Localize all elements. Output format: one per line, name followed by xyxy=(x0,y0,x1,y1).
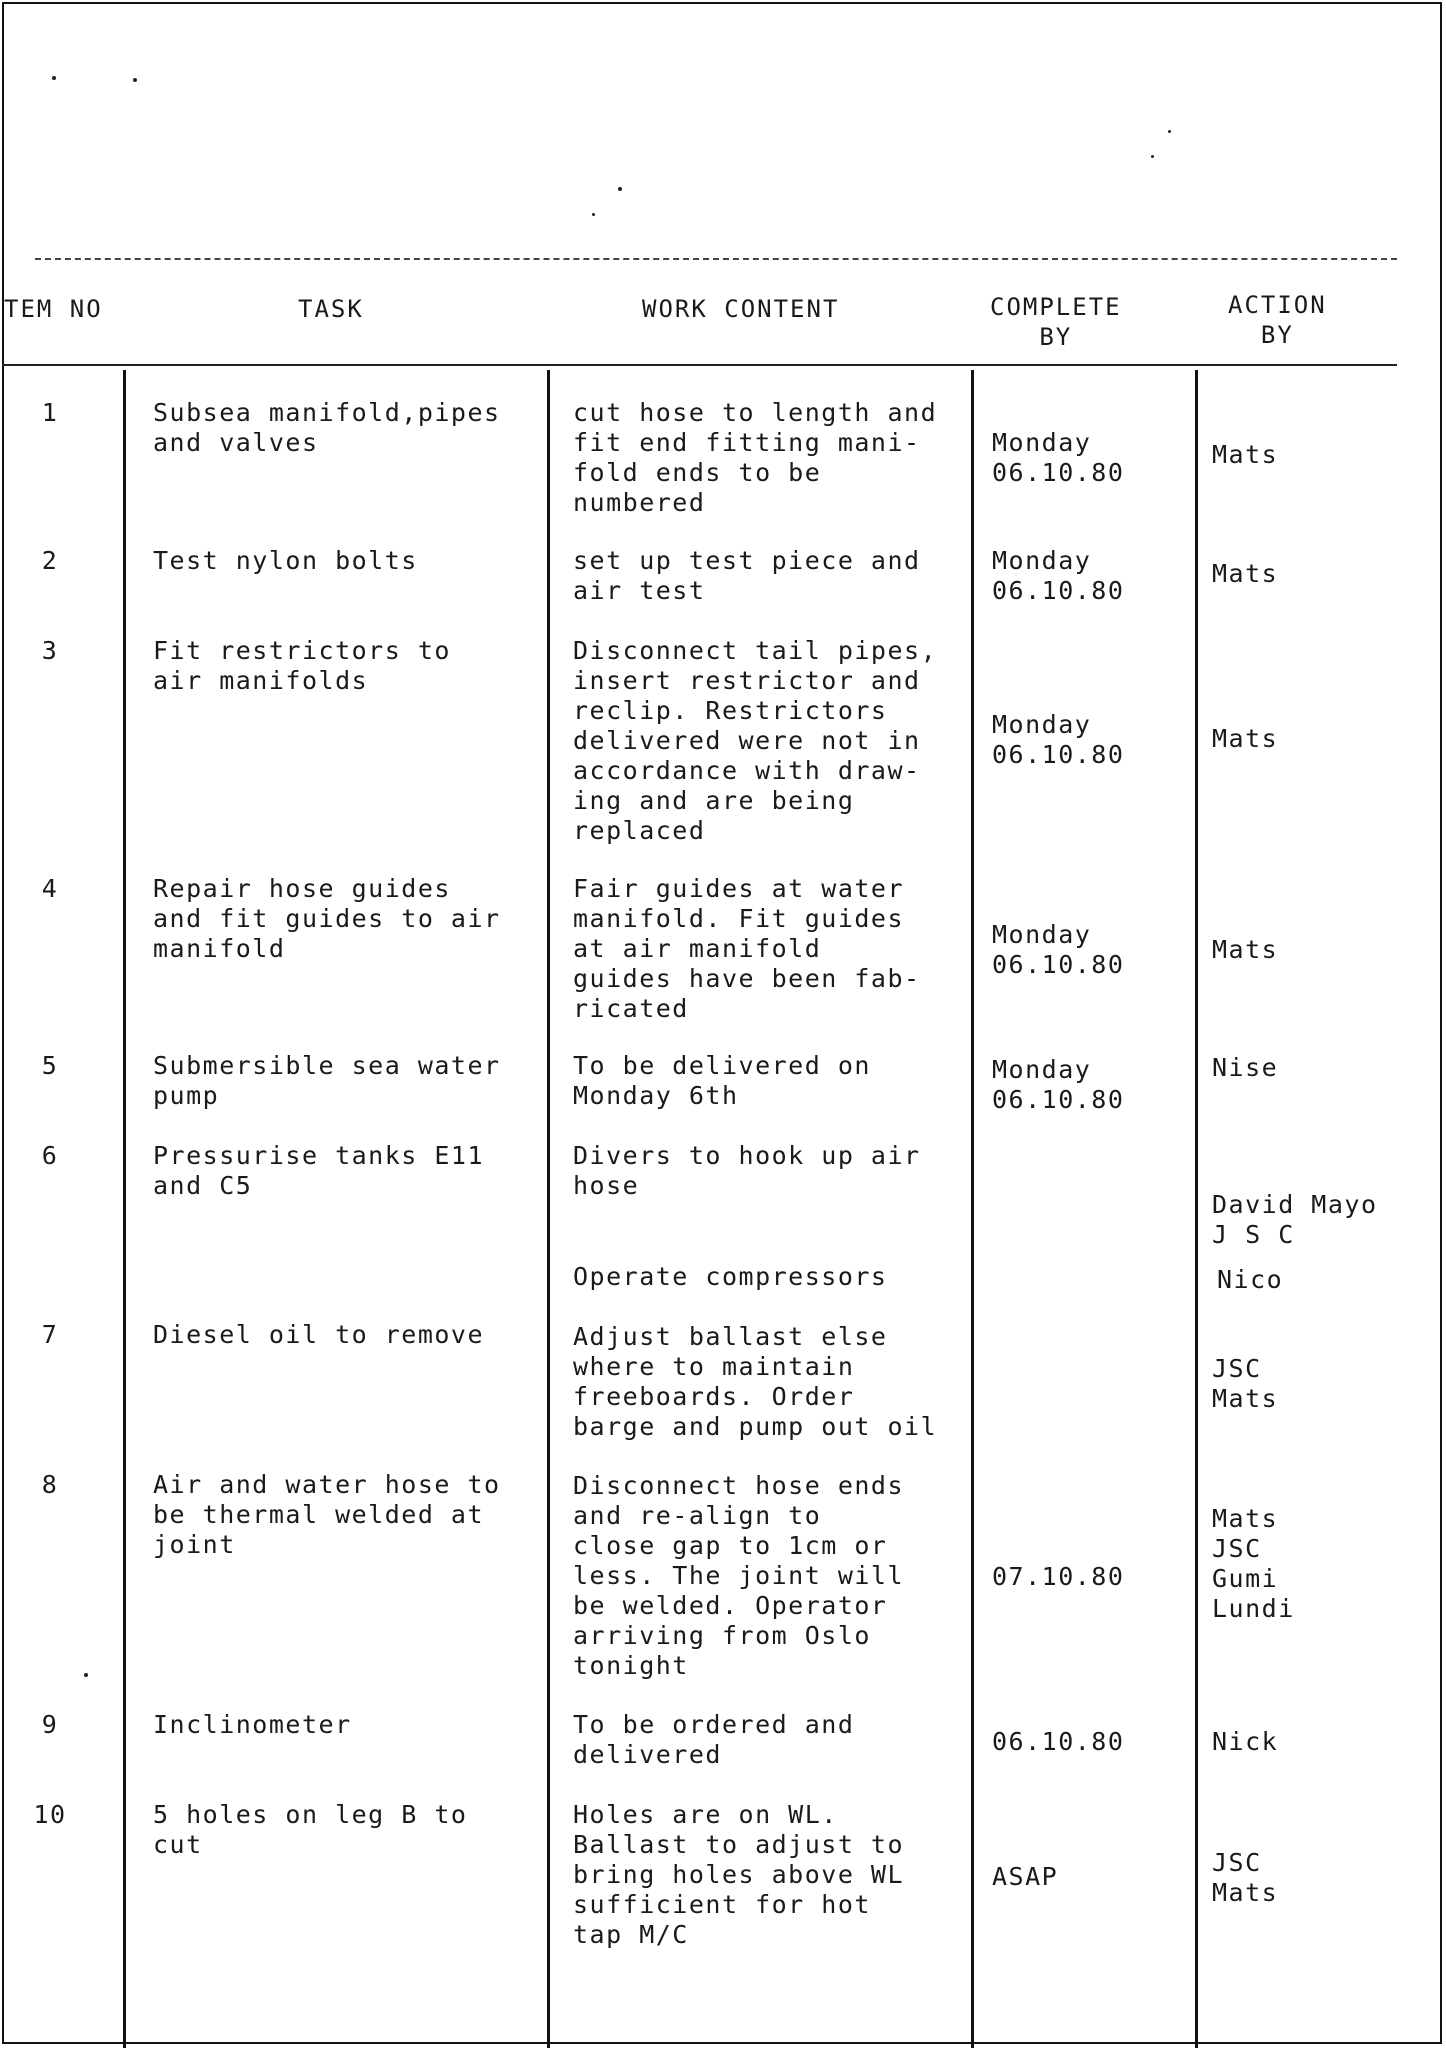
row-2-item-no: 2 xyxy=(41,546,59,575)
header-complete-by: COMPLETE BY xyxy=(990,293,1122,351)
header-item-no: TEM NO xyxy=(4,295,103,323)
row-10-work-content: Holes are on WL. Ballast to adjust to bring holes above WL sufficient for hot tap M/C xyxy=(573,1800,905,1949)
scan-speck xyxy=(618,187,622,191)
row-6-work-content: Divers to hook up air hose xyxy=(573,1141,921,1200)
column-divider-4 xyxy=(1195,370,1198,2048)
row-4-task: Repair hose guides and fit guides to air manifold xyxy=(153,874,501,963)
row-3-task: Fit restrictors to air manifolds xyxy=(153,636,451,695)
row-3-complete-by: Monday 06.10.80 xyxy=(992,710,1125,769)
scan-speck xyxy=(1168,130,1171,133)
row-6-work-content-2: Operate compressors xyxy=(573,1262,888,1291)
scan-speck xyxy=(133,78,137,82)
row-6-action-by: David Mayo J S C xyxy=(1212,1190,1378,1249)
column-divider-2 xyxy=(547,370,550,2048)
row-8-task: Air and water hose to be thermal welded at joint xyxy=(153,1470,501,1559)
row-10-item-no: 10 xyxy=(33,1800,67,1829)
scan-speck xyxy=(1151,155,1154,158)
header-work-content: WORK CONTENT xyxy=(642,295,840,323)
row-6-item-no: 6 xyxy=(41,1141,59,1170)
row-5-item-no: 5 xyxy=(41,1051,59,1080)
row-5-action-by: Nise xyxy=(1212,1053,1279,1082)
row-1-task: Subsea manifold,pipes and valves xyxy=(153,398,501,457)
row-1-work-content: cut hose to length and fit end fitting mani- fold ends to be numbered xyxy=(573,398,938,517)
row-7-action-by: JSC Mats xyxy=(1212,1354,1279,1413)
scan-speck xyxy=(52,76,56,80)
row-8-complete-by: 07.10.80 xyxy=(992,1562,1125,1591)
header-bottom-rule xyxy=(2,364,1397,366)
row-10-task: 5 holes on leg B to cut xyxy=(153,1800,468,1859)
column-divider-3 xyxy=(971,370,974,2048)
row-7-work-content: Adjust ballast else where to maintain freeboards. Order barge and pump out oil xyxy=(573,1322,938,1441)
row-9-item-no: 9 xyxy=(41,1710,59,1739)
row-2-task: Test nylon bolts xyxy=(153,546,418,575)
row-4-work-content: Fair guides at water manifold. Fit guides at air manifold guides have been fab- ricated xyxy=(573,874,921,1023)
row-2-action-by: Mats xyxy=(1212,559,1279,588)
header-top-rule xyxy=(35,258,1397,260)
header-task: TASK xyxy=(298,295,364,323)
row-4-item-no: 4 xyxy=(41,874,59,903)
row-1-complete-by: Monday 06.10.80 xyxy=(992,428,1125,487)
row-9-task: Inclinometer xyxy=(153,1710,352,1739)
row-4-complete-by: Monday 06.10.80 xyxy=(992,920,1125,979)
row-3-item-no: 3 xyxy=(41,636,59,665)
row-7-task: Diesel oil to remove xyxy=(153,1320,485,1349)
row-10-action-by: JSC Mats xyxy=(1212,1848,1279,1907)
row-8-item-no: 8 xyxy=(41,1470,59,1499)
row-9-action-by: Nick xyxy=(1212,1727,1279,1756)
row-1-action-by: Mats xyxy=(1212,440,1279,469)
scan-speck xyxy=(592,213,595,216)
row-3-work-content: Disconnect tail pipes, insert restrictor and reclip. Restrictors delivered were not in accordance with draw- ing and are being replaced xyxy=(573,636,938,845)
header-action-by: ACTION BY xyxy=(1228,291,1327,349)
row-4-action-by: Mats xyxy=(1212,935,1279,964)
row-8-action-by: Mats JSC Gumi Lundi xyxy=(1212,1504,1295,1623)
row-9-complete-by: 06.10.80 xyxy=(992,1727,1125,1756)
row-3-action-by: Mats xyxy=(1212,724,1279,753)
row-6-action-by-2: Nico xyxy=(1217,1265,1284,1294)
row-1-item-no: 1 xyxy=(41,398,59,427)
row-5-task: Submersible sea water pump xyxy=(153,1051,501,1110)
row-5-complete-by: Monday 06.10.80 xyxy=(992,1055,1125,1114)
row-7-item-no: 7 xyxy=(41,1320,59,1349)
row-9-work-content: To be ordered and delivered xyxy=(573,1710,855,1769)
row-10-complete-by: ASAP xyxy=(992,1862,1059,1891)
column-divider-1 xyxy=(123,370,126,2048)
row-8-work-content: Disconnect hose ends and re-align to close gap to 1cm or less. The joint will be welded. Operator arriving from Oslo tonight xyxy=(573,1471,905,1680)
row-2-complete-by: Monday 06.10.80 xyxy=(992,546,1125,605)
row-6-task: Pressurise tanks E11 and C5 xyxy=(153,1141,485,1200)
row-2-work-content: set up test piece and air test xyxy=(573,546,921,605)
row-5-work-content: To be delivered on Monday 6th xyxy=(573,1051,871,1110)
scan-speck xyxy=(84,1673,88,1677)
